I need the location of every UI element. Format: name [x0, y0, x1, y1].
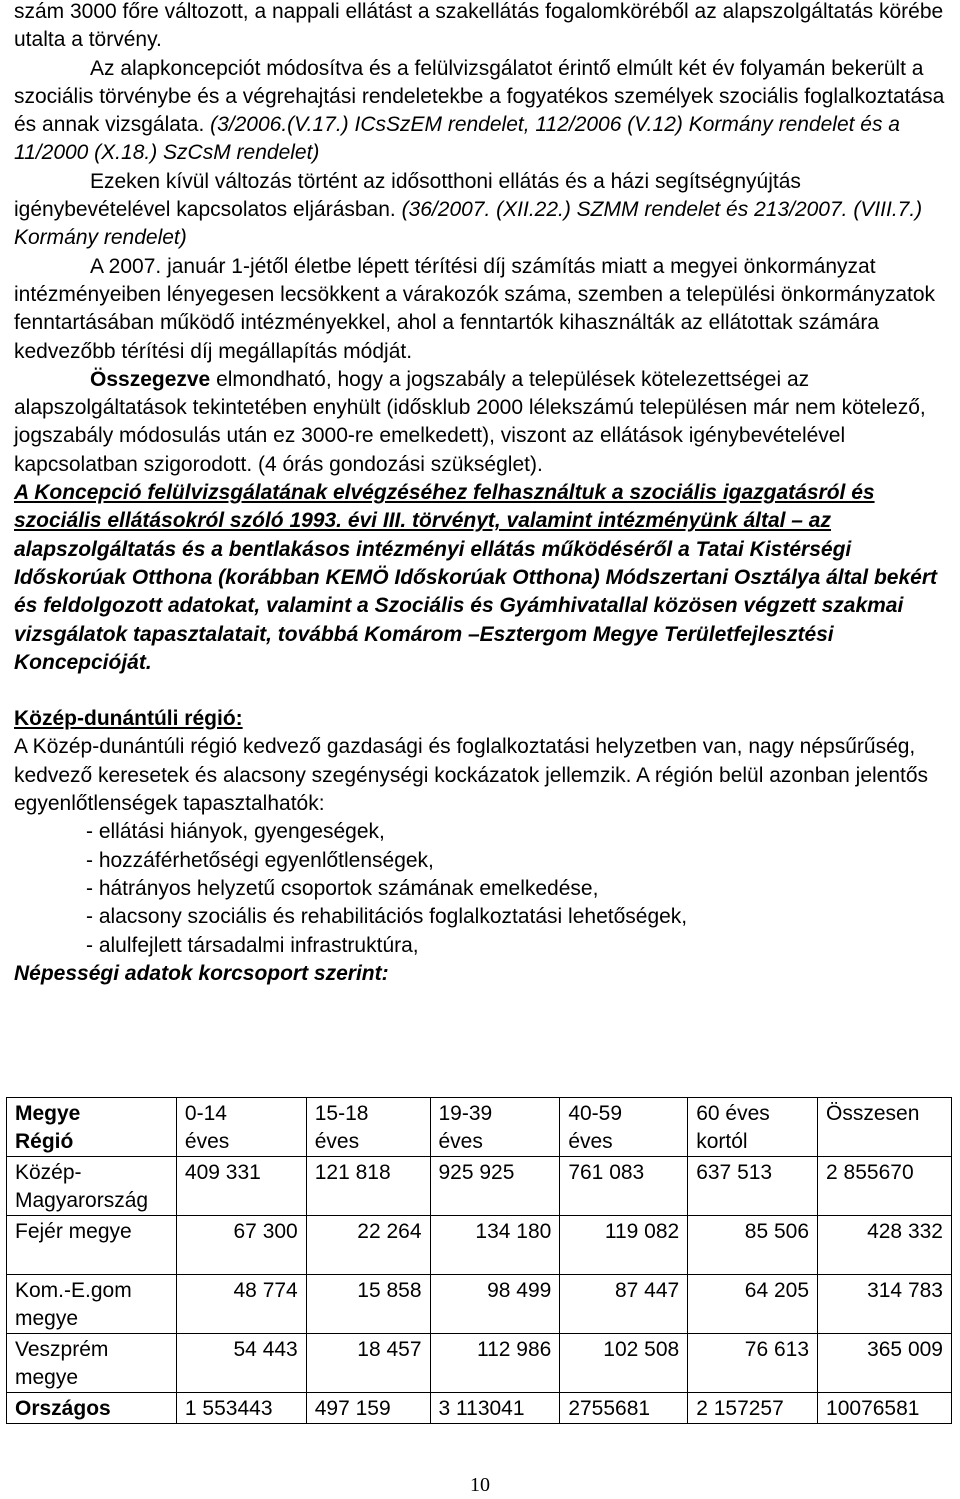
header-cell: Összesen [818, 1098, 952, 1157]
table-cell: 637 513 [688, 1157, 818, 1216]
table-cell: 3 113041 [430, 1393, 560, 1424]
list-item: - ellátási hiányok, gyengeségek, [86, 820, 385, 844]
table-row [7, 1334, 952, 1393]
table-cell: 98 499 [430, 1275, 560, 1334]
table-cell: 22 264 [306, 1216, 430, 1275]
table-cell: 497 159 [306, 1393, 430, 1424]
list-item: - hátrányos helyzetű csoportok számának emelkedése, [86, 876, 599, 900]
summary-keyword: Összegezve [90, 367, 211, 391]
table-row [7, 1275, 952, 1334]
row-label: Kom.-E.gom megye [7, 1275, 177, 1334]
table-cell: 121 818 [306, 1157, 430, 1216]
table-cell: 119 082 [560, 1216, 688, 1275]
paragraph-changes [14, 168, 949, 253]
table-cell: 102 508 [560, 1334, 688, 1393]
spacer [14, 677, 949, 705]
summary-text: elmondható, hogy a jogszabály a települések kötelezettségei az alapszolgáltatások tekintetében enyhült (idősklub 2000 lélekszámú településen már nem kötelező, jogszabály módosulás után ez 3000-re emelkedett), viszont az ellátások igénybevételével kapcsolatban szigorodott. (4 órás gondozási szükséglet). [14, 367, 926, 476]
table-cell: 112 986 [430, 1334, 560, 1393]
table-cell: 2 157257 [688, 1393, 818, 1424]
table-cell: 76 613 [688, 1334, 818, 1393]
population-table-title: Népességi adatok korcsoport szerint: [14, 961, 389, 985]
table-cell: 761 083 [560, 1157, 688, 1216]
table-cell: 85 506 [688, 1216, 818, 1275]
table-cell: 87 447 [560, 1275, 688, 1334]
paragraph-amendments [14, 55, 949, 168]
table-cell: 2 855670 [818, 1157, 952, 1216]
table-cell: 67 300 [176, 1216, 306, 1275]
table-row [7, 1393, 952, 1424]
header-cell: 15-18 éves [306, 1098, 430, 1157]
page-number: 10 [470, 1474, 490, 1496]
table-cell: 10076581 [818, 1393, 952, 1424]
header-cell: 40-59 éves [560, 1098, 688, 1157]
table-row [7, 1216, 952, 1275]
table-cell: 2755681 [560, 1393, 688, 1424]
table-cell: 1 553443 [176, 1393, 306, 1424]
table-cell: 428 332 [818, 1216, 952, 1275]
paragraph-sources-underlined: A Koncepció felülvizsgálatának elvégzéséhez felhasználtuk a szociális igazgatásról és szociális ellátásokról szóló 1993. évi III. törvényt, valamint intézményünk által – az [14, 481, 875, 533]
row-label: Közép- Magyarország [7, 1157, 177, 1216]
amendments-text: Az alapkoncepciót módosítva és a felülvizsgálatot érintő elmúlt két év folyamán bekerült a szociális törvénybe és a végrehajtási rendeletekbe a fogyatékos személyek szociális foglalkoztatása és annak vizsgálata. [14, 56, 945, 137]
list-item: - alulfejlett társadalmi infrastruktúra, [86, 933, 419, 957]
table-cell: 18 457 [306, 1334, 430, 1393]
region-title: Közép-dunántúli régió: [14, 707, 243, 731]
table-cell: 48 774 [176, 1275, 306, 1334]
region-intro: A Közép-dunántúli régió kedvező gazdasági és foglalkoztatási helyzetben van, nagy népsűrűség, kedvező keresetek és alacsony szegénységi kockázatok jellemzik. A régión belül azonban jelentős egyenlőtlenségek tapasztalhatók: [14, 735, 929, 816]
header-cell: Megye Régió [7, 1098, 177, 1157]
table-cell: 925 925 [430, 1157, 560, 1216]
changes-text: Ezeken kívül változás történt az idősotthoni ellátás és a házi segítségnyújtás igénybevételével kapcsolatos eljárásban. [14, 169, 801, 222]
header-cell: 0-14 éves [176, 1098, 306, 1157]
region-issues-list [14, 818, 949, 959]
paragraph-intro: szám 3000 főre változott, a nappali ellátást a szakellátás fogalomköréből az alapszolgáltatás körébe utalta a törvény. [14, 0, 944, 52]
list-item: - alacsony szociális és rehabilitációs foglalkoztatási lehetőségek, [86, 905, 688, 929]
table-row [7, 1157, 952, 1216]
population-table [6, 1097, 952, 1424]
table-cell: 64 205 [688, 1275, 818, 1334]
table-cell: 134 180 [430, 1216, 560, 1275]
table-cell: 409 331 [176, 1157, 306, 1216]
paragraph-sources: alapszolgáltatás és a bentlakásos intézményi ellátás működéséről a Tatai Kistérségi Időskorúak Otthona (korábban KEMÖ Időskorúak Otthona) Módszertani Osztálya által bekért és feldolgozott adatokat, valamint a Szociális és Gyámhivatallal közösen végzett szakmai vizsgálatok tapasztalatait, továbbá Komárom –Esztergom Megye Területfejlesztési Koncepcióját. [14, 537, 937, 674]
document-body [14, 0, 949, 988]
table-cell: 54 443 [176, 1334, 306, 1393]
changes-references: (36/2007. (XII.22.) SZMM rendelet és 213/2007. (VIII.7.) Kormány rendelet) [14, 198, 923, 250]
row-label: Veszprém megye [7, 1334, 177, 1393]
row-label: Fejér megye [7, 1216, 177, 1275]
amendments-references: (3/2006.(V.17.) ICsSzEM rendelet, 112/2006 (V.12) Kormány rendelet és a 11/2000 (X.18.) SzCsM rendelet) [14, 113, 900, 165]
row-label: Országos [7, 1393, 177, 1424]
list-item: - hozzáférhetőségi egyenlőtlenségek, [86, 848, 434, 872]
table-cell: 314 783 [818, 1275, 952, 1334]
paragraph-summary [14, 366, 949, 479]
table-header-row [7, 1098, 952, 1157]
table-cell: 15 858 [306, 1275, 430, 1334]
table-cell: 365 009 [818, 1334, 952, 1393]
paragraph-fees: A 2007. január 1-jétől életbe lépett térítési díj számítás miatt a megyei önkormányzat intézményeiben lényegesen lecsökkent a várakozók száma, szemben a települési önkormányzatok fenntartásában működő intézményekkel, ahol a fenntartók kihasználták az ellátottak számára kedvezőbb térítési díj megállapítás módját. [14, 254, 936, 363]
header-cell: 19-39 éves [430, 1098, 560, 1157]
header-cell: 60 éves kortól [688, 1098, 818, 1157]
